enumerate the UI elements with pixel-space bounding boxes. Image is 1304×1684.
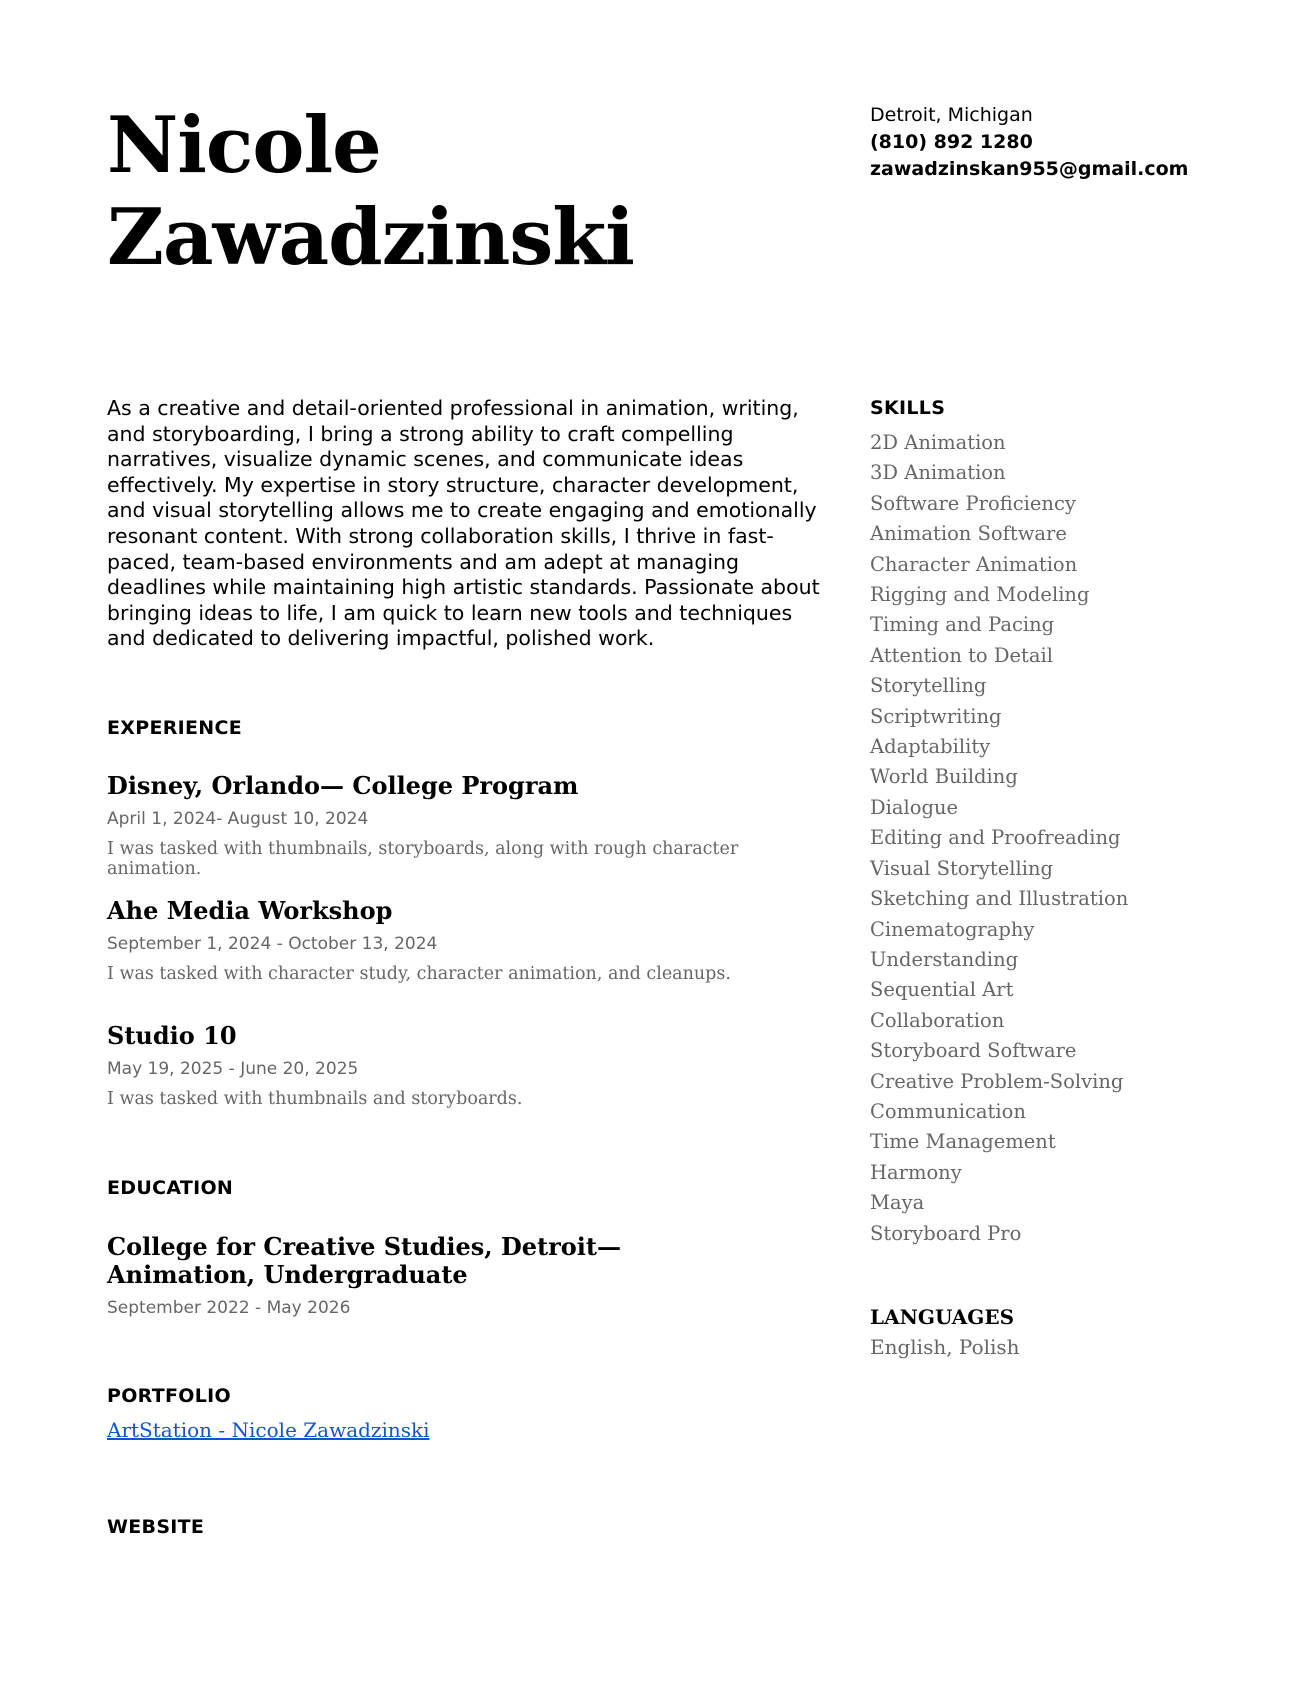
skill-item: Animation Software <box>870 522 1067 546</box>
contact-phone: (810) 892 1280 <box>870 131 1033 153</box>
job-title <box>107 772 827 800</box>
skills-heading: SKILLS <box>870 397 946 419</box>
education-detail: Detroit— Animation, Undergraduate <box>107 1232 621 1289</box>
skills-list <box>870 428 1128 1249</box>
job-company: Ahe Media Workshop <box>107 896 393 925</box>
skill-item: Timing and Pacing <box>870 613 1055 637</box>
contact-location: Detroit, Michigan <box>870 104 1033 126</box>
portfolio-heading: PORTFOLIO <box>107 1385 231 1407</box>
job-entry <box>107 772 827 879</box>
skill-item: Editing and Proofreading <box>870 826 1121 850</box>
contact-block <box>870 102 1188 183</box>
languages-heading: LANGUAGES <box>870 1305 1015 1329</box>
skill-item: Time Management <box>870 1130 1056 1154</box>
skill-item: Software Proficiency <box>870 491 1076 515</box>
skill-item: World Building <box>870 765 1018 789</box>
skill-item: Scriptwriting <box>870 704 1002 728</box>
education-dates: September 2022 - May 2026 <box>107 1298 351 1318</box>
skill-item: Storyboard Software <box>870 1039 1077 1063</box>
skill-item: 2D Animation <box>870 431 1006 454</box>
skill-item: Dialogue <box>870 795 959 819</box>
portfolio-link[interactable]: ArtStation - Nicole Zawadzinski <box>107 1418 430 1442</box>
job-description: I was tasked with thumbnails and storyboards. <box>107 1089 523 1109</box>
skill-item: Character Animation <box>870 552 1078 576</box>
skill-item: Rigging and Modeling <box>870 583 1090 607</box>
skill-item: Visual Storytelling <box>870 856 1054 880</box>
skill-item: Attention to Detail <box>870 643 1053 667</box>
skill-item: Storyboard Pro <box>870 1221 1022 1245</box>
skill-item: Sequential Art <box>870 978 1014 1002</box>
skill-item: Creative Problem-Solving <box>870 1069 1124 1093</box>
job-dates: September 1, 2024 - October 13, 2024 <box>107 934 438 954</box>
job-dates: May 19, 2025 - June 20, 2025 <box>107 1059 359 1079</box>
job-company: Studio 10 <box>107 1021 237 1050</box>
job-entry <box>107 1022 827 1109</box>
skill-item: 3D Animation <box>870 461 1006 485</box>
education-school: College for Creative Studies, <box>107 1232 493 1261</box>
summary-paragraph: As a creative and detail-oriented professional in animation, writing, and storyboarding, I bring a strong ability to craft compelling narratives, visualize dynamic scenes, and communicate ideas effectively. My expertise in story structure, character development, and visual storytelling allows me to create engaging and emotionally resonant content. With strong collaboration skills, I thrive in fast-paced, team-based environments and am adept at managing deadlines while maintaining high artistic standards. Passionate about bringing ideas to life, I am quick to learn new tools and techniques and dedicated to delivering impactful, polished work. <box>107 396 820 651</box>
job-title <box>107 1022 827 1050</box>
job-description: I was tasked with thumbnails, storyboards, along with rough character animation. <box>107 839 739 879</box>
experience-heading: EXPERIENCE <box>107 717 243 739</box>
contact-email: zawadzinskan955@gmail.com <box>870 158 1189 180</box>
job-description: I was tasked with character study, character animation, and cleanups. <box>107 964 731 984</box>
skill-item: Understanding <box>870 947 1019 971</box>
job-dates: April 1, 2024- August 10, 2024 <box>107 809 369 829</box>
skill-item: Adaptability <box>870 735 991 759</box>
skill-item: Cinematography <box>870 917 1035 941</box>
skill-item: Sketching and Illustration <box>870 887 1129 911</box>
website-heading: WEBSITE <box>107 1516 205 1538</box>
job-title <box>107 897 827 925</box>
resume-name <box>107 100 634 284</box>
education-entry <box>107 1233 827 1318</box>
education-title <box>107 1233 757 1289</box>
skill-item: Maya <box>870 1191 925 1215</box>
education-heading: EDUCATION <box>107 1177 234 1199</box>
job-company: Disney, <box>107 771 204 800</box>
last-name: Zawadzinski <box>107 192 634 283</box>
skill-item: Communication <box>870 1099 1026 1123</box>
languages-value: English, Polish <box>870 1335 1020 1359</box>
first-name: Nicole <box>107 100 381 191</box>
job-detail: Orlando— College Program <box>203 771 579 800</box>
job-entry <box>107 897 827 984</box>
skill-item: Harmony <box>870 1160 962 1184</box>
skill-item: Collaboration <box>870 1008 1005 1032</box>
skill-item: Storytelling <box>870 674 987 698</box>
